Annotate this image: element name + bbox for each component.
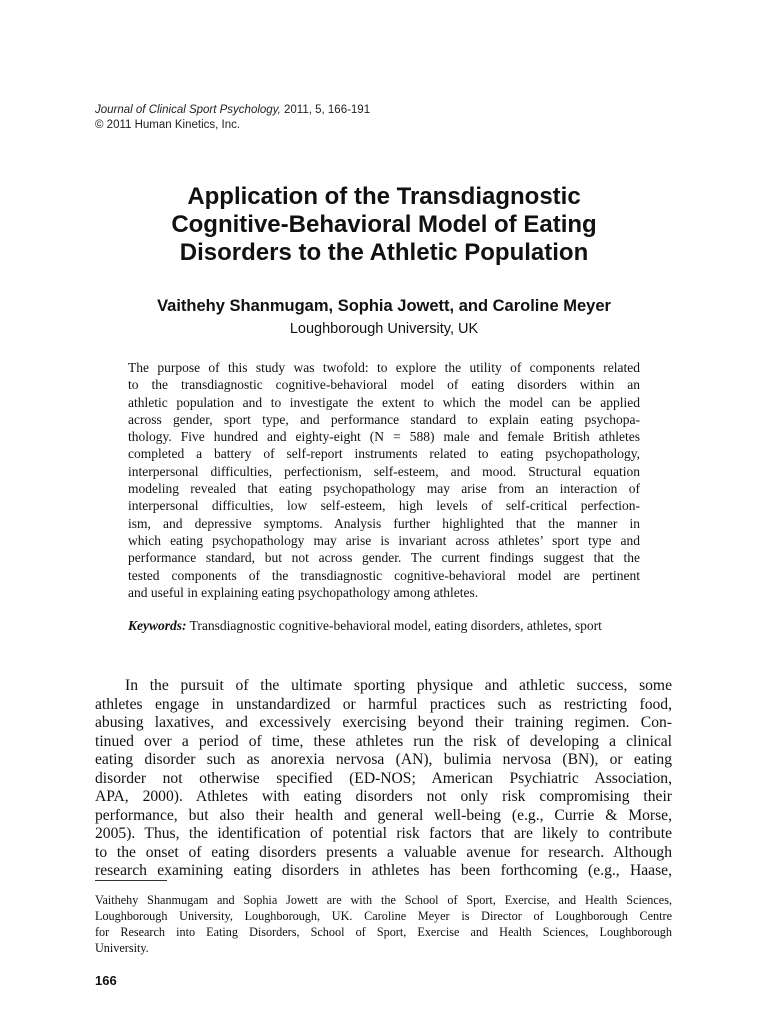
footnote-line: University. (95, 941, 149, 955)
body-line: eating disorder such as anorexia nervosa (AN), bulimia nervosa (BN), or eating (95, 751, 672, 768)
copyright-line: © 2011 Human Kinetics, Inc. (95, 119, 241, 131)
body-line: performance, but also their health and general well-being (e.g., Currie & Morse, (95, 806, 672, 824)
keywords-label: Keywords: (128, 618, 187, 633)
body-line: APA, 2000). Athletes with eating disorders not only risk compromising their (95, 788, 672, 805)
abstract-line: ism, and depressive symptoms. Analysis further highlighted that the manner in (128, 515, 640, 531)
keywords (128, 617, 640, 634)
author-list: Vaithehy Shanmugam, Sophia Jowett, and Caroline Meyer (157, 297, 611, 315)
abstract-line: and useful in explaining eating psychopathology among athletes. (128, 584, 479, 600)
footnote-line: Vaithehy Shanmugam and Sophia Jowett are with the School of Sport, Exercise, and Health Sciences, (95, 893, 672, 907)
journal-header (95, 103, 370, 133)
author-footnote (95, 892, 672, 956)
body-line: In the pursuit of the ultimate sporting physique and athletic success, some (125, 677, 672, 694)
abstract-line: athletic population and to investigate the extent to which the model can be applied (128, 394, 640, 410)
journal-name: Journal of Clinical Sport Psychology, (95, 104, 281, 116)
page-number: 166 (95, 973, 117, 988)
body-line: disorder not otherwise specified (ED-NOS; American Psychiatric Association, (95, 769, 672, 787)
body-line: tinued over a period of time, these athletes run the risk of developing a clinical (95, 732, 672, 750)
title-line: Application of the Transdiagnostic (187, 183, 581, 210)
title-line: Cognitive-Behavioral Model of Eating (171, 211, 597, 238)
title-line: Disorders to the Athletic Population (179, 239, 589, 266)
footnote-divider (95, 880, 167, 881)
body-line: to the onset of eating disorders presents a valuable avenue for research. Although (95, 843, 672, 861)
abstract-line: interpersonal difficulties, low self-esteem, high levels of self-critical perfection- (128, 498, 640, 514)
abstract-line: across gender, sport type, and performance standard to explain eating psychopa- (128, 411, 640, 427)
footnote-line: for Research into Eating Disorders, School of Sport, Exercise and Health Sciences, Loughborough (95, 925, 672, 939)
footnote-line: Loughborough University, Loughborough, UK. Caroline Meyer is Director of Loughborough Centre (95, 909, 672, 923)
journal-citation (95, 103, 370, 118)
body-line: abusing laxatives, and excessively exercising beyond their training regimen. Con- (95, 714, 672, 731)
abstract-line: performance standard, but not across gender. The current findings suggest that the (128, 550, 640, 566)
body-line: 2005). Thus, the identification of potential risk factors that are likely to contribute (95, 825, 672, 842)
abstract-line: to the transdiagnostic cognitive-behavioral model of eating disorders within an (128, 377, 640, 393)
author-affiliation: Loughborough University, UK (289, 321, 479, 337)
article-title (60, 183, 708, 267)
body-text (95, 677, 672, 881)
abstract-line: modeling revealed that eating psychopathology may arise from an interaction of (128, 481, 640, 497)
journal-volume-pages: 2011, 5, 166-191 (280, 104, 371, 116)
abstract-line: which eating psychopathology may arise is invariant across athletes’ sport type and (128, 532, 640, 548)
body-line: athletes engage in unstandardized or harmful practices such as restricting food, (95, 695, 672, 713)
abstract-line: The purpose of this study was twofold: to explore the utility of components related (128, 360, 640, 375)
abstract-line: thology. Five hundred and eighty-eight (N = 588) male and female British athletes (128, 429, 640, 445)
abstract-line: tested components of the transdiagnostic cognitive-behavioral model are pertinent (128, 567, 640, 583)
body-line: research examining eating disorders in athletes has been forthcoming (e.g., Haase, (95, 862, 672, 879)
abstract-line: completed a battery of self-report instruments related to eating psychopathology, (128, 446, 640, 462)
abstract (128, 359, 640, 601)
keywords-text: Transdiagnostic cognitive-behavioral model, eating disorders, athletes, sport (186, 618, 602, 633)
abstract-line: interpersonal difficulties, perfectionism, self-esteem, and mood. Structural equation (128, 463, 640, 479)
